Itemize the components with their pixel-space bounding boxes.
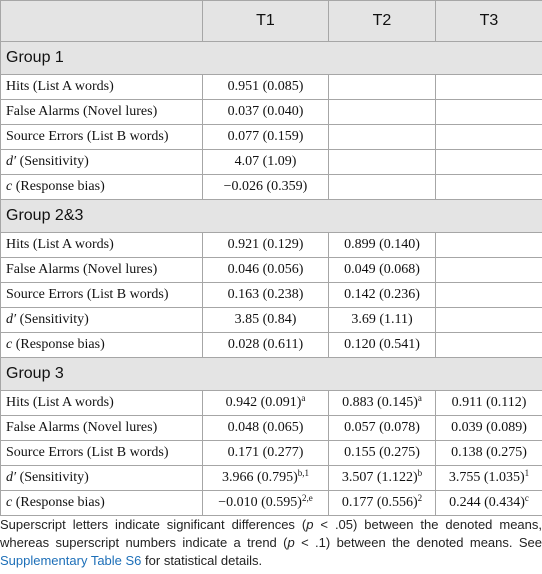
row-label bbox=[1, 416, 203, 441]
cell-value: 0.899 (0.140) bbox=[344, 237, 420, 252]
cell-t1 bbox=[203, 391, 329, 416]
table-row bbox=[1, 283, 542, 308]
cell-t3 bbox=[436, 391, 542, 416]
group-title: Group 2&3 bbox=[1, 200, 542, 233]
cell-t1 bbox=[203, 333, 329, 358]
cell-t2 bbox=[329, 391, 436, 416]
cell-t3 bbox=[436, 150, 542, 175]
cell-value: 4.07 (1.09) bbox=[234, 154, 297, 169]
cell-t3 bbox=[436, 491, 542, 516]
row-label-text: (Sensitivity) bbox=[16, 470, 89, 485]
cell-value: 3.755 (1.035) bbox=[448, 470, 525, 485]
cell-value: 0.921 (0.129) bbox=[227, 237, 304, 252]
table-row bbox=[1, 258, 542, 283]
cell-value: 0.244 (0.434) bbox=[449, 495, 525, 510]
cell-t1 bbox=[203, 100, 329, 125]
cell-t2 bbox=[329, 75, 436, 100]
row-label-text: (Sensitivity) bbox=[16, 312, 89, 327]
table-row bbox=[1, 391, 542, 416]
row-label bbox=[1, 150, 203, 175]
cell-t2 bbox=[329, 416, 436, 441]
row-label bbox=[1, 125, 203, 150]
cell-t1 bbox=[203, 125, 329, 150]
cell-t2 bbox=[329, 258, 436, 283]
cell-t1 bbox=[203, 233, 329, 258]
cell-t1 bbox=[203, 466, 329, 491]
row-label-symbol: d′ bbox=[6, 470, 17, 485]
cell-value: 0.942 (0.091) bbox=[225, 395, 302, 410]
footnote-text: < .05) between the denoted means, whereas superscript numbers indicate a trend ( bbox=[0, 517, 542, 550]
cell-t2 bbox=[329, 466, 436, 491]
row-label-text: Source Errors (List B words) bbox=[6, 445, 169, 460]
group-title: Group 1 bbox=[1, 42, 542, 75]
table-row bbox=[1, 466, 542, 491]
cell-superscript: 2 bbox=[417, 493, 423, 503]
row-label-text: False Alarms (Novel lures) bbox=[6, 262, 158, 277]
footnote-p-symbol: p bbox=[306, 517, 314, 532]
cell-value: 3.85 (0.84) bbox=[234, 312, 297, 327]
row-label bbox=[1, 283, 203, 308]
cell-t1 bbox=[203, 258, 329, 283]
cell-value: −0.010 (0.595) bbox=[218, 495, 302, 510]
row-label bbox=[1, 75, 203, 100]
cell-t3 bbox=[436, 100, 542, 125]
cell-t1 bbox=[203, 441, 329, 466]
row-label-text: Hits (List A words) bbox=[6, 395, 114, 410]
row-label-text: Source Errors (List B words) bbox=[6, 287, 169, 302]
row-label-symbol: d′ bbox=[6, 154, 17, 169]
row-label bbox=[1, 466, 203, 491]
row-label-text: (Response bias) bbox=[12, 337, 105, 352]
cell-t3 bbox=[436, 283, 542, 308]
cell-value: 3.966 (0.795) bbox=[221, 470, 298, 485]
row-label bbox=[1, 491, 203, 516]
cell-superscript: b,1 bbox=[297, 468, 310, 478]
row-label-symbol: c bbox=[6, 495, 13, 510]
supplementary-table-link[interactable]: Supplementary Table S6 bbox=[0, 553, 142, 568]
cell-t2 bbox=[329, 233, 436, 258]
cell-superscript: 2,e bbox=[301, 493, 313, 503]
cell-value: 0.142 (0.236) bbox=[344, 287, 420, 302]
row-label-text: Hits (List A words) bbox=[6, 237, 114, 252]
row-label-text: Source Errors (List B words) bbox=[6, 129, 169, 144]
cell-superscript: 1 bbox=[524, 468, 530, 478]
cell-value: 0.077 (0.159) bbox=[227, 129, 304, 144]
cell-value: 0.155 (0.275) bbox=[344, 445, 420, 460]
row-label-text: False Alarms (Novel lures) bbox=[6, 104, 158, 119]
table-row bbox=[1, 125, 542, 150]
cell-t1 bbox=[203, 416, 329, 441]
table-row bbox=[1, 233, 542, 258]
row-label-symbol: c bbox=[6, 179, 13, 194]
row-label bbox=[1, 233, 203, 258]
row-label bbox=[1, 391, 203, 416]
group-header-row bbox=[1, 200, 542, 233]
cell-value: 3.69 (1.11) bbox=[351, 312, 413, 327]
cell-t2 bbox=[329, 333, 436, 358]
table-row bbox=[1, 100, 542, 125]
cell-t1 bbox=[203, 283, 329, 308]
cell-value: 0.120 (0.541) bbox=[344, 337, 420, 352]
cell-value: 0.177 (0.556) bbox=[341, 495, 418, 510]
table-row bbox=[1, 150, 542, 175]
cell-value: 0.057 (0.078) bbox=[344, 420, 420, 435]
cell-t3 bbox=[436, 125, 542, 150]
cell-value: 0.037 (0.040) bbox=[227, 104, 304, 119]
footnote-text: < .1) between the denoted means. See bbox=[294, 535, 542, 550]
column-header-t1: T1 bbox=[203, 1, 329, 42]
group-header-row bbox=[1, 42, 542, 75]
cell-t2 bbox=[329, 125, 436, 150]
row-label-symbol: d′ bbox=[6, 312, 17, 327]
cell-t1 bbox=[203, 150, 329, 175]
table-row bbox=[1, 333, 542, 358]
table-footnote bbox=[0, 516, 542, 570]
cell-t2 bbox=[329, 308, 436, 333]
cell-t3 bbox=[436, 233, 542, 258]
cell-t2 bbox=[329, 150, 436, 175]
column-header-t2: T2 bbox=[329, 1, 436, 42]
cell-t1 bbox=[203, 75, 329, 100]
row-label-text: False Alarms (Novel lures) bbox=[6, 420, 158, 435]
row-label-text: Hits (List A words) bbox=[6, 79, 114, 94]
cell-t3 bbox=[436, 333, 542, 358]
cell-t3 bbox=[436, 441, 542, 466]
header-blank-cell bbox=[1, 1, 203, 42]
column-header-t3: T3 bbox=[436, 1, 542, 42]
cell-superscript: a bbox=[301, 393, 306, 403]
table-row bbox=[1, 491, 542, 516]
cell-t2 bbox=[329, 175, 436, 200]
row-label-text: (Response bias) bbox=[12, 495, 105, 510]
footnote-p-symbol: p bbox=[287, 535, 295, 550]
table-row bbox=[1, 308, 542, 333]
table-row bbox=[1, 441, 542, 466]
cell-t2 bbox=[329, 283, 436, 308]
cell-value: 0.911 (0.112) bbox=[451, 395, 527, 410]
cell-value: 0.883 (0.145) bbox=[342, 395, 418, 410]
cell-t1 bbox=[203, 308, 329, 333]
cell-value: 0.028 (0.611) bbox=[227, 337, 304, 352]
header-row bbox=[1, 1, 542, 42]
row-label bbox=[1, 441, 203, 466]
cell-t1 bbox=[203, 175, 329, 200]
cell-t1 bbox=[203, 491, 329, 516]
cell-t3 bbox=[436, 416, 542, 441]
cell-t3 bbox=[436, 466, 542, 491]
cell-t2 bbox=[329, 100, 436, 125]
cell-value: 0.951 (0.085) bbox=[227, 79, 304, 94]
cell-t2 bbox=[329, 441, 436, 466]
cell-t3 bbox=[436, 308, 542, 333]
cell-superscript: a bbox=[417, 393, 422, 403]
row-label bbox=[1, 100, 203, 125]
row-label-text: (Sensitivity) bbox=[16, 154, 89, 169]
cell-value: 0.048 (0.065) bbox=[227, 420, 304, 435]
row-label-text: (Response bias) bbox=[12, 179, 105, 194]
table-row bbox=[1, 416, 542, 441]
cell-superscript: c bbox=[524, 493, 529, 503]
cell-value: 0.171 (0.277) bbox=[227, 445, 304, 460]
cell-t3 bbox=[436, 258, 542, 283]
footnote-text: Superscript letters indicate significant differences ( bbox=[0, 517, 307, 532]
row-label bbox=[1, 308, 203, 333]
footnote-text: for statistical details. bbox=[141, 553, 263, 568]
row-label bbox=[1, 258, 203, 283]
cell-superscript: b bbox=[417, 468, 423, 478]
cell-value: 0.046 (0.056) bbox=[227, 262, 304, 277]
cell-value: 3.507 (1.122) bbox=[341, 470, 418, 485]
row-label-symbol: c bbox=[6, 337, 13, 352]
cell-t2 bbox=[329, 491, 436, 516]
cell-value: 0.039 (0.089) bbox=[451, 420, 527, 435]
row-label bbox=[1, 175, 203, 200]
table-row bbox=[1, 175, 542, 200]
group-title: Group 3 bbox=[1, 358, 542, 391]
row-label bbox=[1, 333, 203, 358]
cell-value: −0.026 (0.359) bbox=[223, 179, 308, 194]
group-header-row bbox=[1, 358, 542, 391]
cell-value: 0.163 (0.238) bbox=[227, 287, 304, 302]
table-row bbox=[1, 75, 542, 100]
cell-value: 0.138 (0.275) bbox=[451, 445, 527, 460]
cell-value: 0.049 (0.068) bbox=[344, 262, 420, 277]
cell-t3 bbox=[436, 175, 542, 200]
cell-t3 bbox=[436, 75, 542, 100]
